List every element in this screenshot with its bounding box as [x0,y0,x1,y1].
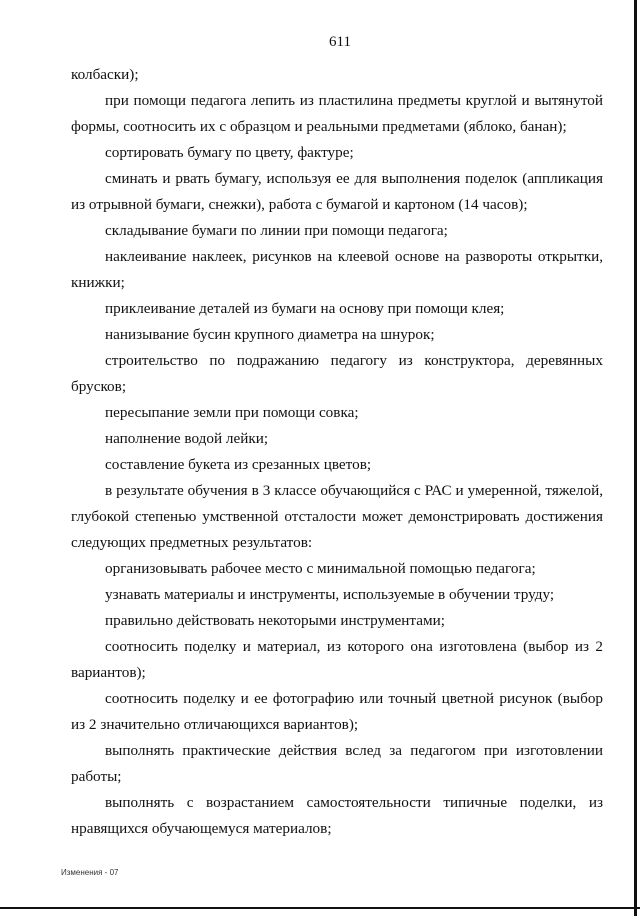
paragraph: правильно действовать некоторыми инструментами; [105,612,445,629]
paragraph: колбаски); [71,66,139,83]
paragraph: сминать и рвать бумагу, используя ее для выполнения поделок (аппликация из отрывной бумаги, снежки), работа с бумагой и картоном (14 часов); [71,170,603,213]
paragraph: наполнение водой лейки; [105,430,269,447]
paragraph: складывание бумаги по линии при помощи педагога; [105,222,448,239]
paragraph: выполнять практические действия вслед за педагогом при изготовлении работы; [71,742,603,785]
paragraph: нанизывание бусин крупного диаметра на шнурок; [105,326,435,343]
paragraph: пересыпание земли при помощи совка; [105,404,359,421]
paragraph: соотносить поделку и материал, из которого она изготовлена (выбор из 2 вариантов); [71,638,603,681]
paragraph: соотносить поделку и ее фотографию или точный цветной рисунок (выбор из 2 значительно отличающихся вариантов); [71,690,603,733]
paragraph: составление букета из срезанных цветов; [105,456,372,473]
page-footer: Изменения - 07 [61,868,119,877]
paragraph: сортировать бумагу по цвету, фактуре; [105,144,354,161]
document-body [71,62,603,842]
paragraph: строительство по подражанию педагогу из конструктора, деревянных брусков; [71,352,603,395]
page-number: 611 [329,34,351,50]
paragraph: наклеивание наклеек, рисунков на клеевой основе на развороты открытки, книжки; [71,248,603,291]
paragraph: узнавать материалы и инструменты, используемые в обучении труду; [105,586,555,603]
paragraph: организовывать рабочее место с минимальной помощью педагога; [105,560,536,577]
paragraph: выполнять с возрастанием самостоятельности типичные поделки, из нравящихся обучающемуся материалов; [71,794,603,837]
scan-edge-bottom [0,907,640,909]
paragraph: в результате обучения в 3 классе обучающийся с РАС и умеренной, тяжелой, глубокой степенью умственной отсталости может демонстрировать достижения следующих предметных результатов: [71,482,603,551]
paragraph: приклеивание деталей из бумаги на основу при помощи клея; [105,300,505,317]
scan-edge-right [634,0,637,916]
paragraph: при помощи педагога лепить из пластилина предметы круглой и вытянутой формы, соотносить их с образцом и реальными предметами (яблоко, банан); [71,92,603,135]
